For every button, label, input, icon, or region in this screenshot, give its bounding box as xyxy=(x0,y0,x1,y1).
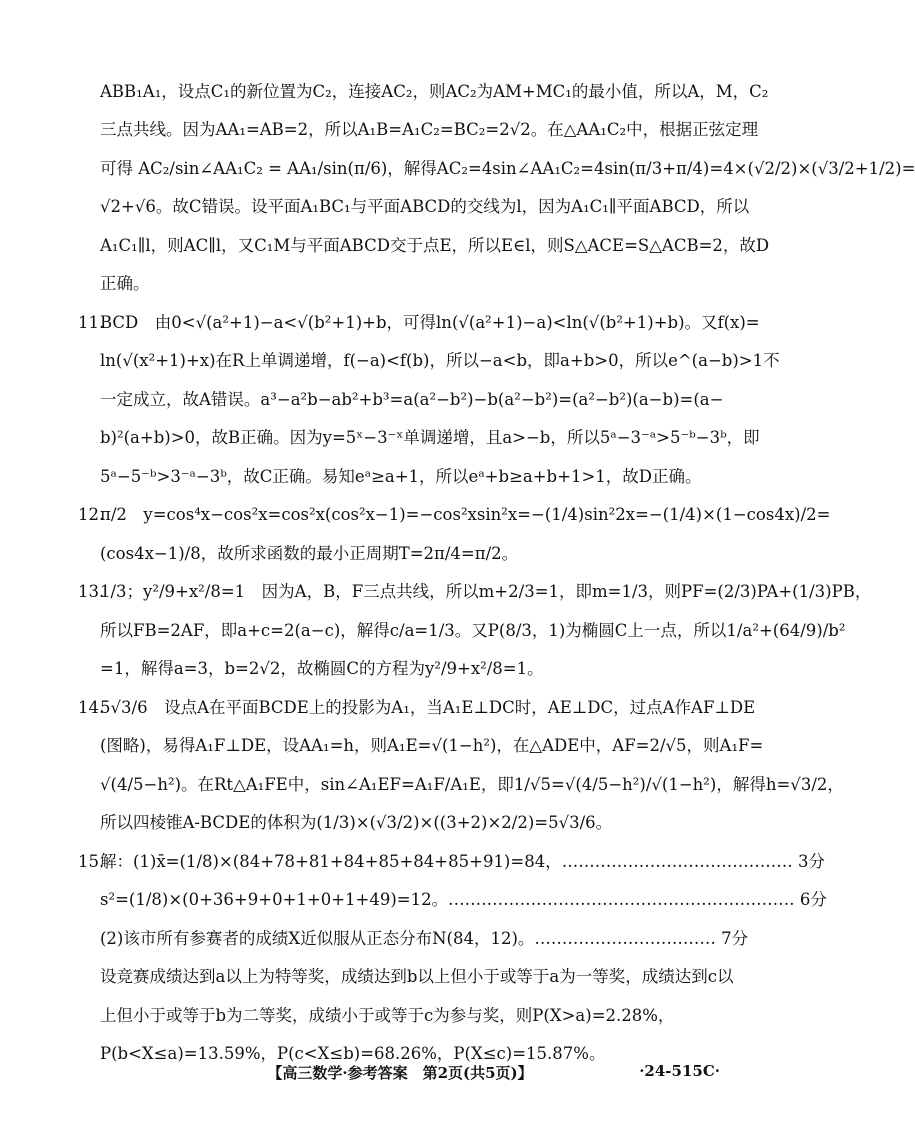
line-text: 一定成立，故A错误。a³−a²b−ab²+b³=a(a²−b²)−b(a²−b²)=(a²−b²)(a−b)=(a− xyxy=(100,390,724,409)
line-text: 所以FB=2AF，即a+c=2(a−c)，解得c/a=1/3。又P(8/3，1)为椭圆C上一点，所以1/a²+(64/9)/b² xyxy=(100,621,846,640)
answer-line xyxy=(100,1040,722,1064)
answer-line xyxy=(78,501,831,525)
line-text: (图略)，易得A₁F⊥DE，设AA₁=h，则A₁E=√(1−h²)，在△ADE中，AF=2/√5，则A₁F= xyxy=(100,736,764,755)
line-text: 所以四棱锥A-BCDE的体积为(1/3)×(√3/2)×((3+2)×2/2)=5√3/6。 xyxy=(100,813,613,832)
footer-code: ·24-515C· xyxy=(639,1062,720,1080)
line-text: (2)该市所有参赛者的成绩X近似服从正态分布N(84，12)。…………………………… 7分 xyxy=(100,929,749,948)
answer-line xyxy=(100,540,722,564)
line-text: √(4/5−h²)。在Rt△A₁FE中，sin∠A₁EF=A₁F/A₁E，即1/√5=√(4/5−h²)/√(1−h²)，解得h=√3/2， xyxy=(100,775,844,794)
line-text: 5√3/6 设点A在平面BCDE上的投影为A₁，当A₁E⊥DC时，AE⊥DC，过点A作AF⊥DE xyxy=(100,698,756,717)
line-text: BCD 由0<√(a²+1)−a<√(b²+1)+b，可得ln(√(a²+1)−a)<ln(√(b²+1)+b)。又f(x)= xyxy=(100,313,760,332)
page-footer xyxy=(0,1062,800,1086)
question-number: 15. xyxy=(78,852,105,871)
line-text: √2+√6。故C错误。设平面A₁BC₁与平面ABCD的交线为l，因为A₁C₁∥平面ABCD，所以 xyxy=(100,197,750,216)
line-text: s²=(1/8)×(0+36+9+0+1+0+1+49)=12。……………………………………………………… 6分 xyxy=(100,890,827,909)
line-text: =1，解得a=3，b=2√2，故椭圆C的方程为y²/9+x²/8=1。 xyxy=(100,659,544,678)
line-text: ln(√(x²+1)+x)在R上单调递增，f(−a)<f(b)，所以−a<b，即a+b>0，所以e^(a−b)>1不 xyxy=(100,351,780,370)
line-text: P(b<X≤a)=13.59%，P(c<X≤b)=68.26%，P(X≤c)=15.87%。 xyxy=(100,1044,606,1063)
answer-line xyxy=(100,347,780,371)
answer-line xyxy=(78,848,825,872)
answer-line xyxy=(100,925,749,949)
footer-title: 【高三数学·参考答案 第2页(共5页)】 xyxy=(267,1064,533,1082)
line-text: (cos4x−1)/8，故所求函数的最小正周期T=2π/4=π/2。 xyxy=(100,544,519,563)
question-number: 13. xyxy=(78,582,105,601)
answer-line xyxy=(100,617,846,641)
answer-line xyxy=(100,78,769,102)
line-text: π/2 y=cos⁴x−cos²x=cos²x(cos²x−1)=−cos²xsin²x=−(1/4)sin²2x=−(1/4)×(1−cos4x)/2= xyxy=(100,505,831,524)
line-text: 正确。 xyxy=(100,274,150,293)
question-number: 14. xyxy=(78,698,105,717)
answer-line xyxy=(100,732,764,756)
line-text: 设竞赛成绩达到a以上为特等奖，成绩达到b以上但小于或等于a为一等奖，成绩达到c以 xyxy=(100,967,734,986)
line-text: 上但小于或等于b为二等奖，成绩小于或等于c为参与奖，则P(X>a)=2.28%， xyxy=(100,1006,675,1025)
answer-line xyxy=(100,1002,722,1026)
line-text: b)²(a+b)>0，故B正确。因为y=5ˣ−3⁻ˣ单调递增，且a>−b，所以5ᵃ−3⁻ᵃ>5⁻ᵇ−3ᵇ，即 xyxy=(100,428,760,447)
answer-line xyxy=(100,386,722,410)
answer-line xyxy=(100,232,770,256)
answer-line xyxy=(78,309,760,333)
line-text: 5ᵃ−5⁻ᵇ>3⁻ᵃ−3ᵇ，故C正确。易知eᵃ≥a+1，所以eᵃ+b≥a+b+1>1，故D正确。 xyxy=(100,467,702,486)
line-text: 解：(1)x̄=(1/8)×(84+78+81+84+85+84+85+91)=84，…………………………………… 3分 xyxy=(100,852,825,871)
answer-line xyxy=(100,424,760,448)
answer-line xyxy=(100,655,722,679)
answer-line xyxy=(100,270,722,294)
answer-line xyxy=(78,578,872,602)
question-number: 12. xyxy=(78,505,105,524)
answer-line xyxy=(100,463,722,487)
answer-line xyxy=(100,963,734,987)
line-text: 三点共线。因为AA₁=AB=2，所以A₁B=A₁C₂=BC₂=2√2。在△AA₁C₂中，根据正弦定理 xyxy=(100,120,759,139)
line-text: ABB₁A₁，设点C₁的新位置为C₂，连接AC₂，则AC₂为AM+MC₁的最小值，所以A，M，C₂ xyxy=(100,82,769,101)
line-text: 1/3；y²/9+x²/8=1 因为A，B，F三点共线，所以m+2/3=1，即m=1/3，则PF=(2/3)PA+(1/3)PB， xyxy=(100,582,872,601)
answer-line xyxy=(100,116,759,140)
answer-line xyxy=(100,155,915,179)
answer-line xyxy=(100,886,827,910)
line-text: A₁C₁∥l，则AC∥l，又C₁M与平面ABCD交于点E，所以E∈l，则S△ACE=S△ACB=2，故D xyxy=(100,236,770,255)
answer-line xyxy=(100,193,750,217)
answer-line xyxy=(78,694,756,718)
answer-line xyxy=(100,771,844,795)
line-text: 可得 AC₂/sin∠AA₁C₂ = AA₁/sin(π/6)，解得AC₂=4sin∠AA₁C₂=4sin(π/3+π/4)=4×(√2/2)×(√3/2+1/2)= xyxy=(100,159,915,178)
answer-line xyxy=(100,809,722,833)
question-number: 11. xyxy=(78,313,105,332)
